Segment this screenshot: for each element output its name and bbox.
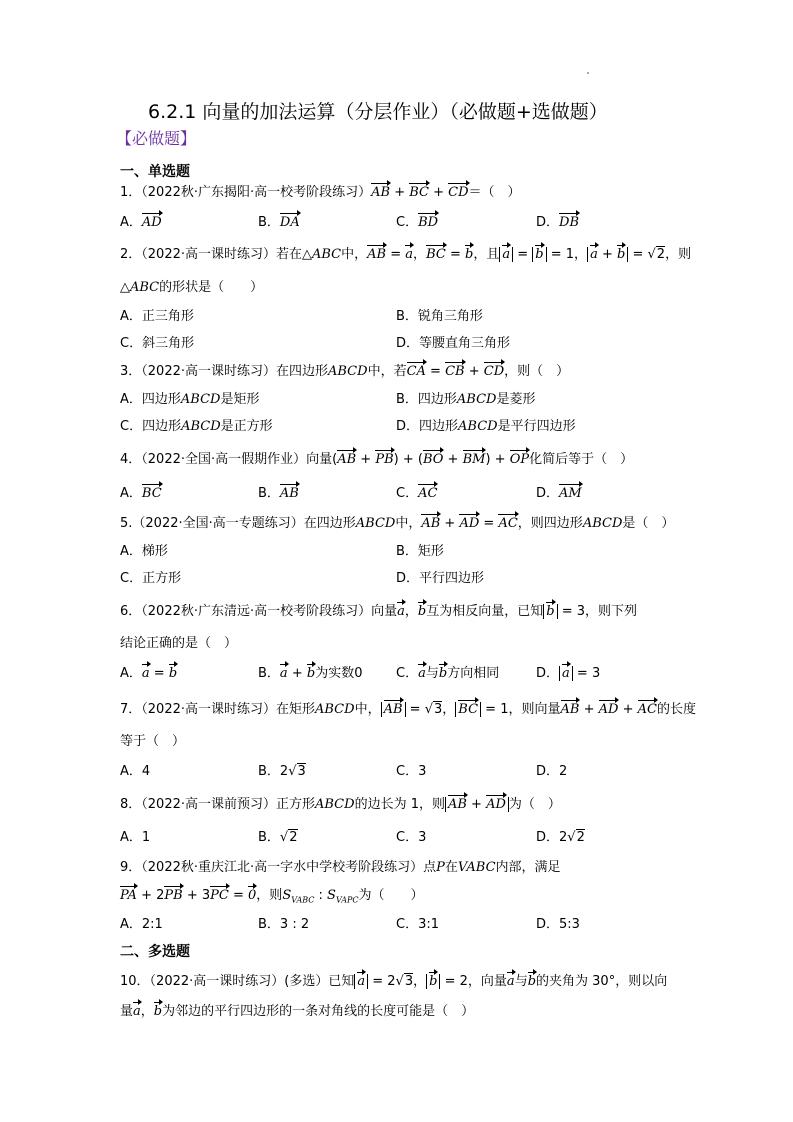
q8-option-b[interactable]: B．√2 bbox=[258, 830, 298, 845]
q6-option-b[interactable]: B．a + b为实数0 bbox=[258, 666, 363, 681]
q8-option-c[interactable]: C．3 bbox=[396, 830, 427, 845]
q5-option-a[interactable]: A．梯形 bbox=[120, 544, 168, 559]
q7-option-a[interactable]: A．4 bbox=[120, 764, 151, 779]
q9-option-a[interactable]: A．2:1 bbox=[120, 917, 163, 932]
section-multi-choice: 二、多选题 bbox=[120, 944, 190, 960]
q5-option-d[interactable]: D．平行四边形 bbox=[396, 571, 485, 586]
q3-option-b[interactable]: B．四边形ABCD是菱形 bbox=[396, 392, 536, 407]
scan-dot bbox=[587, 72, 589, 74]
q1-option-b[interactable]: B．DA bbox=[258, 215, 300, 230]
question-1: 1．（2022秋·广东揭阳·高一校考阶段练习）AB + BC + CD＝（ ） bbox=[120, 185, 521, 200]
q5-option-c[interactable]: C．正方形 bbox=[120, 571, 182, 586]
q5-option-b[interactable]: B．矩形 bbox=[396, 544, 444, 559]
q9-option-b[interactable]: B．3 : 2 bbox=[258, 917, 310, 932]
q1-option-a[interactable]: A．AD bbox=[120, 215, 162, 230]
q3-option-d[interactable]: D．四边形ABCD是平行四边形 bbox=[396, 419, 576, 434]
q2-option-a[interactable]: A．正三角形 bbox=[120, 309, 194, 324]
q4-option-c[interactable]: C．AC bbox=[396, 486, 438, 501]
q3-option-c[interactable]: C．四边形ABCD是正方形 bbox=[120, 419, 273, 434]
question-4: 4．（2022·全国·高一假期作业）向量(AB + PB) + (BO + BM) + OP化简后等于（ ） bbox=[120, 452, 634, 467]
q4-option-b[interactable]: B．AB bbox=[258, 486, 299, 501]
q8-option-a[interactable]: A．1 bbox=[120, 830, 151, 845]
question-2: 2．（2022·高一课时练习）若在△ABC中，AB = a，BC = b，且 a = b = 1， a + b = √2，则 bbox=[120, 247, 692, 262]
q2-option-d[interactable]: D．等腰直角三角形 bbox=[396, 336, 511, 351]
must-do-label: 【必做题】 bbox=[116, 129, 197, 148]
q8-option-d[interactable]: D．2√2 bbox=[536, 830, 585, 845]
q6-option-c[interactable]: C．a与b方向相同 bbox=[396, 666, 500, 681]
q1-option-d[interactable]: D．DB bbox=[536, 215, 579, 230]
q2-option-b[interactable]: B．锐角三角形 bbox=[396, 309, 483, 324]
q4-option-a[interactable]: A．BC bbox=[120, 486, 162, 501]
q6-option-d[interactable]: D． a = 3 bbox=[536, 666, 601, 681]
q2-option-c[interactable]: C．斜三角形 bbox=[120, 336, 195, 351]
question-2-line2: △ABC的形状是（ ） bbox=[120, 280, 264, 295]
q6-option-a[interactable]: A．a = b bbox=[120, 666, 178, 681]
q7-option-b[interactable]: B．2√3 bbox=[258, 764, 306, 779]
q4-option-d[interactable]: D．AM bbox=[536, 486, 582, 501]
question-7-line2: 等于（ ） bbox=[120, 734, 186, 749]
q7-option-d[interactable]: D．2 bbox=[536, 764, 568, 779]
question-7: 7．（2022·高一课时练习）在矩形ABCD中， AB = √3， BC = 1，则向量AB + AD + AC的长度 bbox=[120, 702, 696, 717]
question-6-line2: 结论正确的是（ ） bbox=[120, 636, 238, 651]
question-10: 10．（2022·高一课时练习）(多选）已知 a = 2√3， b = 2，向量a与b的夹角为 30°，则以向 bbox=[120, 974, 668, 989]
question-9-line2: PA + 2PB + 3PC = 0，则$S_{VABC}$ : $S_{VAPC}$为（ ） bbox=[120, 888, 424, 905]
question-10-line2: 量a，b为邻边的平行四边形的一条对角线的长度可能是（ ） bbox=[120, 1004, 475, 1019]
section-single-choice: 一、单选题 bbox=[120, 164, 190, 180]
question-3: 3．（2022·高一课时练习）在四边形ABCD中，若CA = CB + CD，则（ ） bbox=[120, 364, 570, 379]
question-8: 8．（2022·高一课前预习）正方形ABCD的边长为 1，则 AB + AD 为（ ） bbox=[120, 797, 561, 812]
question-9: 9．（2022秋·重庆江北·高一字水中学校考阶段练习）点P在VABC内部，满足 bbox=[120, 860, 561, 875]
q9-option-d[interactable]: D．5:3 bbox=[536, 917, 580, 932]
q7-option-c[interactable]: C．3 bbox=[396, 764, 427, 779]
question-6: 6．（2022秋·广东清远·高一校考阶段练习）向量a，b互为相反向量，已知 b = 3，则下列 bbox=[120, 604, 638, 619]
q3-option-a[interactable]: A．四边形ABCD是矩形 bbox=[120, 392, 260, 407]
question-5: 5.（2022·全国·高一专题练习）在四边形ABCD中，AB + AD = AC，则四边形ABCD是（ ） bbox=[120, 516, 675, 531]
page-title: 6.2.1 向量的加法运算（分层作业）（必做题+选做题） bbox=[148, 101, 608, 123]
q9-option-c[interactable]: C．3:1 bbox=[396, 917, 439, 932]
q1-option-c[interactable]: C．BD bbox=[396, 215, 439, 230]
